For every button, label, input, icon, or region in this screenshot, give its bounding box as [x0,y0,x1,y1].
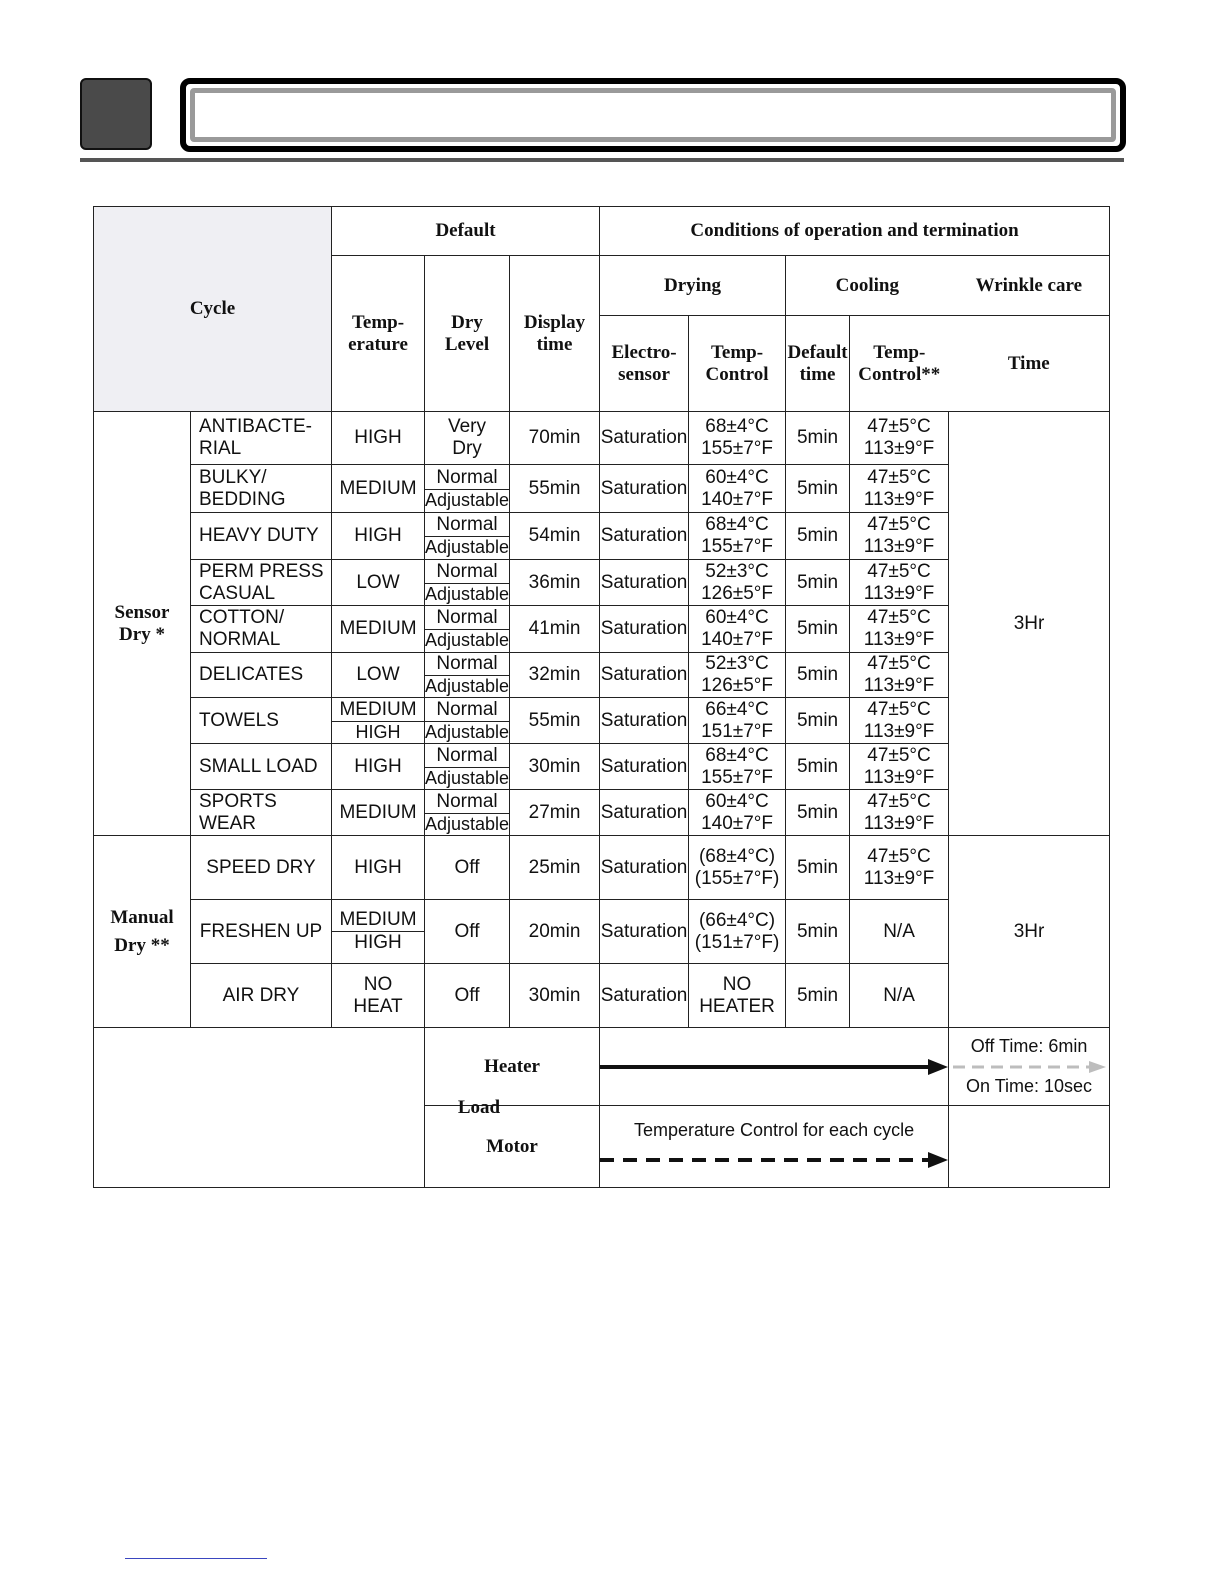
default-time-cell: 5min [786,465,850,513]
electro-sensor-cell: Saturation [600,513,689,560]
temp-control-cell: 52±3°C 126±5°F [689,560,786,606]
electro-sensor-cell: Saturation [600,653,689,698]
temp-control-cell: 68±4°C 155±7°F [689,744,786,790]
cooling-header: Cooling [786,256,949,316]
cooling-temp-control-cell: 47±5°C 113±9°F [850,836,949,900]
dry-level-cell: Normal Adjustable [424,560,510,604]
cycle-name: SPEED DRY [191,836,332,900]
temperature-cell: MEDIUM [332,790,425,836]
temp-control-header: Temp- Control [689,316,786,412]
cooling-temp-control-cell: 47±5°C 113±9°F [850,465,949,513]
cycle-name: SMALL LOAD [191,744,332,790]
cycle-name: ANTIBACTE- RIAL [191,412,332,465]
footer-link-line [125,1558,267,1559]
cooling-temp-control-cell: 47±5°C 113±9°F [850,790,949,836]
temperature-cell: HIGH [332,513,425,560]
temp-control-cell: (66±4°C) (151±7°F) [689,900,786,964]
table-row [94,412,1110,465]
electro-sensor-cell: Saturation [600,560,689,606]
cooling-temp-control-cell: 47±5°C 113±9°F [850,744,949,790]
cooling-temp-control-cell: N/A [850,900,949,964]
cycle-name: HEAVY DUTY [191,513,332,560]
heater-label: Heater [425,1028,600,1106]
default-time-cell: 5min [786,606,850,653]
default-time-cell: 5min [786,744,850,790]
cooling-temp-control-cell: 47±5°C 113±9°F [850,560,949,606]
temp-control-cell: 68±4°C 155±7°F [689,513,786,560]
dry-level-cell: Off [425,900,510,964]
dry-level-cell: Normal Adjustable [425,465,510,513]
default-time-cell: 5min [786,560,850,606]
motor-dashed-arrow [600,1106,950,1188]
display-time-cell: 54min [510,513,600,560]
default-time-cell: 5min [786,790,850,836]
display-time-cell: 55min [510,465,600,513]
default-header: Default [332,207,600,256]
cycle-name: FRESHEN UP [191,900,332,964]
cycle-name: AIR DRY [191,964,332,1028]
cycle-name: SPORTS WEAR [191,790,332,836]
heater-timing [949,1028,1110,1106]
display-time-cell: 36min [510,560,600,606]
electro-sensor-cell: Saturation [600,698,689,744]
display-time-cell: 27min [510,790,600,836]
electro-sensor-cell: Saturation [600,744,689,790]
display-time-cell: 30min [510,744,600,790]
load-label: Load [94,1028,425,1188]
manual-dry-group: Manual Dry ** [94,836,191,1028]
section-title-bar [180,78,1126,152]
electro-sensor-header: Electro- sensor [600,316,689,412]
default-time-cell: 5min [786,653,850,698]
dry-level-cell: Normal Adjustable [424,653,510,697]
temperature-cell: LOW [332,560,425,606]
temperature-cell: HIGH [332,836,425,900]
dry-level-cell: Normal Adjustable [424,790,510,834]
manual-wrinkle-time: 3Hr [949,836,1110,1028]
dry-level-cell: Off [425,836,510,900]
display-time-cell: 25min [510,836,600,900]
table-row [94,836,1110,900]
dry-level-cell: Normal Adjustable [424,698,510,742]
drying-header: Drying [600,256,786,316]
temp-control-cell: 68±4°C 155±7°F [689,412,786,465]
heater-arrow [600,1028,950,1106]
electro-sensor-cell: Saturation [600,836,689,900]
dry-level-cell: Normal Adjustable [425,513,510,560]
off-time: Off Time: 6min [970,1036,1088,1056]
motor-label: Motor [425,1106,600,1188]
dry-level-cell: Normal Adjustable [424,744,510,788]
electro-sensor-cell: Saturation [600,964,689,1028]
cycle-name: TOWELS [191,698,332,744]
temp-control-cell: 60±4°C 140±7°F [689,790,786,836]
cooling-temp-control-cell: 47±5°C 113±9°F [850,412,949,465]
sensor-dry-group: Sensor Dry * [94,412,191,836]
default-time-cell: 5min [786,964,850,1028]
cooling-temp-control-header: Temp- Control** [850,316,949,412]
temp-control-cell: NO HEATER [689,964,786,1028]
motor-timing-empty [949,1106,1110,1188]
temperature-cell: MEDIUM HIGH [332,900,425,964]
heater-timeline [600,1028,949,1106]
cycle-name: DELICATES [191,653,332,698]
electro-sensor-cell: Saturation [600,412,689,465]
dry-level-cell: Off [425,964,510,1028]
temperature-header: Temp- erature [332,256,425,412]
header-divider [80,158,1124,162]
display-time-cell: 30min [510,964,600,1028]
cooling-temp-control-cell: 47±5°C 113±9°F [850,653,949,698]
cooling-temp-control-cell: 47±5°C 113±9°F [850,698,949,744]
electro-sensor-cell: Saturation [600,465,689,513]
conditions-header: Conditions of operation and termination [600,207,1110,256]
dry-level-header: Dry Level [425,256,510,412]
wrinkle-care-header: Wrinkle care [949,256,1110,316]
dry-level-cell: Normal Adjustable [425,606,510,653]
display-time-cell: 55min [510,698,600,744]
wrinkle-time-header: Time [949,316,1110,412]
cooling-temp-control-cell: 47±5°C 113±9°F [850,513,949,560]
display-time-header: Display time [510,256,600,412]
temp-control-cell: 52±3°C 126±5°F [689,653,786,698]
display-time-cell: 41min [510,606,600,653]
display-time-cell: 20min [510,900,600,964]
cycle-name: COTTON/ NORMAL [191,606,332,653]
default-time-cell: 5min [786,900,850,964]
temp-control-cell: 60±4°C 140±7°F [689,465,786,513]
on-time: On Time: 10sec [966,1076,1093,1097]
temperature-cell: HIGH [332,412,425,465]
default-time-cell: 5min [786,836,850,900]
dry-level-cell: Very Dry [425,412,510,465]
cycle-name: BULKY/ BEDDING [191,465,332,513]
default-time-cell: 5min [786,412,850,465]
sensor-wrinkle-time: 3Hr [949,412,1110,836]
temperature-cell: MEDIUM HIGH [332,698,425,744]
section-number-box [80,78,152,150]
display-time-cell: 32min [510,653,600,698]
temp-control-cell: (68±4°C) (155±7°F) [689,836,786,900]
dryer-cycle-table [93,206,1110,1188]
electro-sensor-cell: Saturation [600,790,689,836]
cooling-temp-control-cell: N/A [850,964,949,1028]
electro-sensor-cell: Saturation [600,900,689,964]
cycle-header: Cycle [94,207,332,412]
cycle-name: PERM PRESS CASUAL [191,560,332,606]
temperature-cell: HIGH [332,744,425,790]
default-time-cell: 5min [786,513,850,560]
temperature-cell: LOW [332,653,425,698]
temperature-cell: MEDIUM [332,606,425,653]
temp-control-cell: 60±4°C 140±7°F [689,606,786,653]
default-time-cell: 5min [786,698,850,744]
motor-timeline [600,1106,949,1188]
temp-control-cell: 66±4°C 151±7°F [689,698,786,744]
cooling-temp-control-cell: 47±5°C 113±9°F [850,606,949,653]
temperature-cell: NO HEAT [332,964,425,1028]
motor-note: Temperature Control for each cycle [633,1120,915,1140]
temperature-cell: MEDIUM [332,465,425,513]
electro-sensor-cell: Saturation [600,606,689,653]
default-time-header: Default time [786,316,850,412]
display-time-cell: 70min [510,412,600,465]
